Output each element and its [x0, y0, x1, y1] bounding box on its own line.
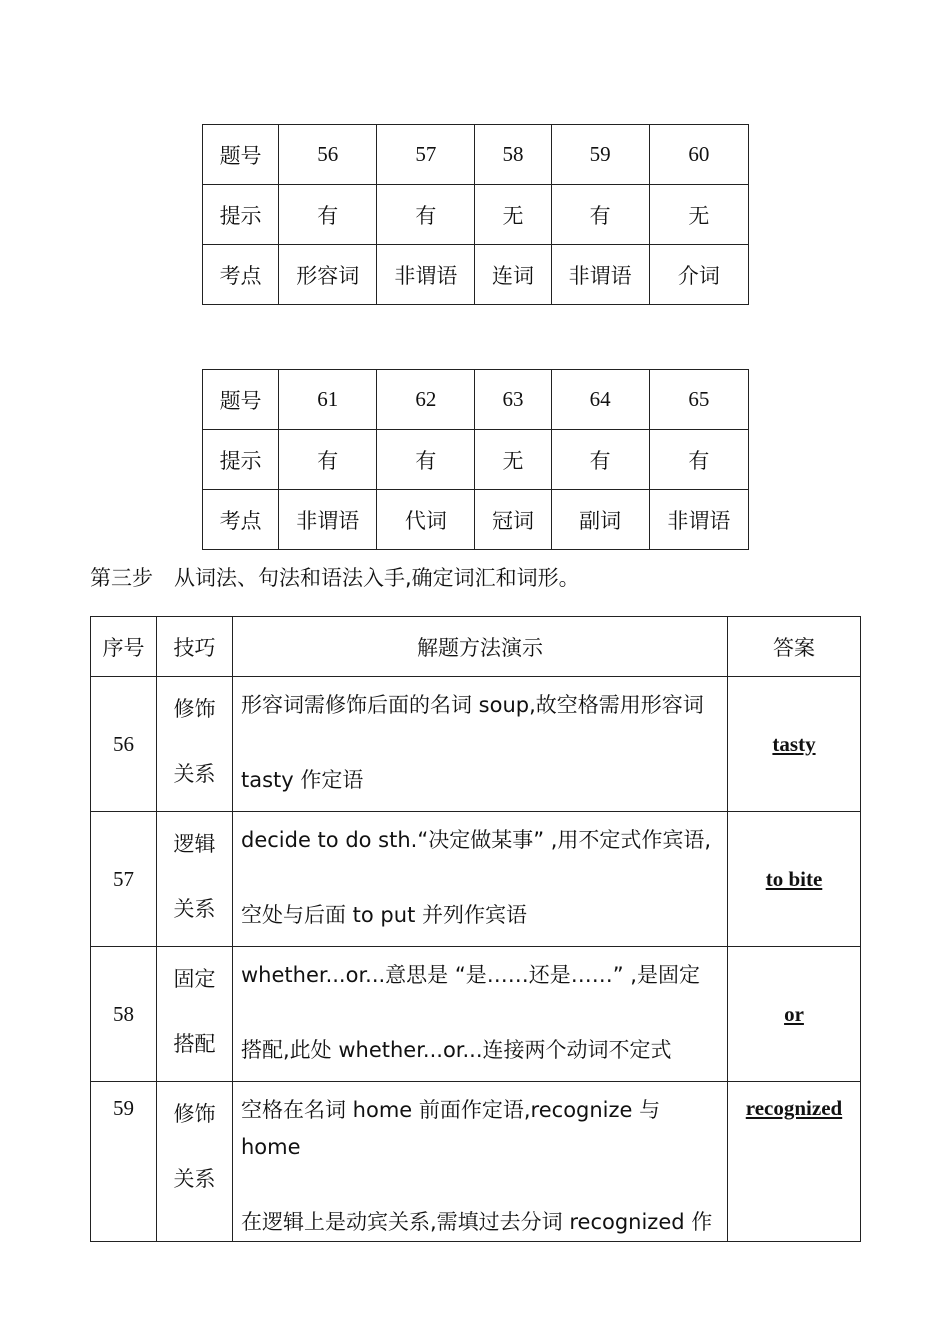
table-header-row [91, 617, 861, 677]
point-cell: 非谓语 [649, 490, 748, 550]
skill-cell [157, 1082, 233, 1242]
point-cell: 副词 [551, 490, 649, 550]
demo-line: 搭配,此处 whether...or...连接两个动词不定式 [241, 1038, 672, 1062]
skill-line: 修饰 [173, 697, 216, 721]
item-number: 56 [91, 677, 157, 812]
item-number: 58 [91, 947, 157, 1082]
skill-line: 搭配 [173, 1032, 216, 1056]
demo-line: 空格在名词 home 前面作定语,recognize 与 home [241, 1098, 661, 1159]
demo-line: tasty 作定语 [241, 768, 364, 792]
answer-cell: or [728, 947, 861, 1082]
question-number: 57 [377, 125, 475, 185]
question-number: 58 [475, 125, 551, 185]
method-demo-cell [233, 812, 728, 947]
demo-line: 空处与后面 to put 并列作宾语 [241, 903, 527, 927]
hint-cell: 无 [649, 185, 748, 245]
table-row [203, 245, 749, 305]
question-number: 65 [649, 370, 748, 430]
method-demo-cell [233, 1082, 728, 1242]
column-header: 解题方法演示 [233, 617, 728, 677]
column-header: 答案 [728, 617, 861, 677]
method-demo-cell [233, 947, 728, 1082]
hint-cell: 无 [475, 185, 551, 245]
skill-line: 逻辑 [173, 832, 216, 856]
row-label: 提示 [203, 185, 279, 245]
point-cell: 代词 [377, 490, 475, 550]
solution-method-table [90, 616, 861, 1242]
hint-cell: 有 [551, 185, 649, 245]
table-row [91, 947, 861, 1082]
point-cell: 连词 [475, 245, 551, 305]
question-number: 59 [551, 125, 649, 185]
skill-line: 关系 [173, 1167, 216, 1191]
question-number: 63 [475, 370, 551, 430]
column-header: 技巧 [157, 617, 233, 677]
hint-cell: 无 [475, 430, 551, 490]
table-row [91, 677, 861, 812]
point-cell: 非谓语 [551, 245, 649, 305]
answer-cell: to bite [728, 812, 861, 947]
table-row [203, 490, 749, 550]
answer-cell: tasty [728, 677, 861, 812]
point-cell: 非谓语 [377, 245, 475, 305]
table-row [91, 812, 861, 947]
question-table-61-65 [202, 369, 749, 550]
question-number: 64 [551, 370, 649, 430]
demo-line: decide to do sth.“决定做某事” ,用不定式作宾语, [241, 828, 712, 852]
hint-cell: 有 [649, 430, 748, 490]
hint-cell: 有 [377, 185, 475, 245]
answer-cell: recognized [728, 1082, 861, 1242]
skill-cell [157, 677, 233, 812]
question-number: 60 [649, 125, 748, 185]
table-row [91, 1082, 861, 1242]
item-number: 59 [91, 1082, 157, 1242]
skill-line: 固定 [173, 967, 216, 991]
point-cell: 形容词 [279, 245, 377, 305]
skill-line: 修饰 [173, 1102, 216, 1126]
demo-line: 形容词需修饰后面的名词 soup,故空格需用形容词 [241, 693, 704, 717]
column-header: 序号 [91, 617, 157, 677]
step-heading: 第三步 从词法、句法和语法入手,确定词汇和词形。 [90, 566, 580, 590]
point-cell: 介词 [649, 245, 748, 305]
question-table-56-60 [202, 124, 749, 305]
hint-cell: 有 [279, 185, 377, 245]
demo-line: whether...or...意思是 “是……还是……” ,是固定 [241, 963, 700, 987]
point-cell: 冠词 [475, 490, 551, 550]
row-label: 题号 [203, 125, 279, 185]
question-number: 61 [279, 370, 377, 430]
table-row [203, 430, 749, 490]
row-label: 题号 [203, 370, 279, 430]
skill-cell [157, 947, 233, 1082]
method-demo-cell [233, 677, 728, 812]
point-cell: 非谓语 [279, 490, 377, 550]
skill-cell [157, 812, 233, 947]
question-number: 56 [279, 125, 377, 185]
skill-line: 关系 [173, 897, 216, 921]
hint-cell: 有 [551, 430, 649, 490]
row-label: 考点 [203, 490, 279, 550]
item-number: 57 [91, 812, 157, 947]
hint-cell: 有 [377, 430, 475, 490]
table-row [203, 125, 749, 185]
demo-line: 在逻辑上是动宾关系,需填过去分词 recognized 作 [241, 1210, 713, 1234]
question-number: 62 [377, 370, 475, 430]
table-row [203, 185, 749, 245]
hint-cell: 有 [279, 430, 377, 490]
skill-line: 关系 [173, 762, 216, 786]
row-label: 提示 [203, 430, 279, 490]
row-label: 考点 [203, 245, 279, 305]
table-row [203, 370, 749, 430]
